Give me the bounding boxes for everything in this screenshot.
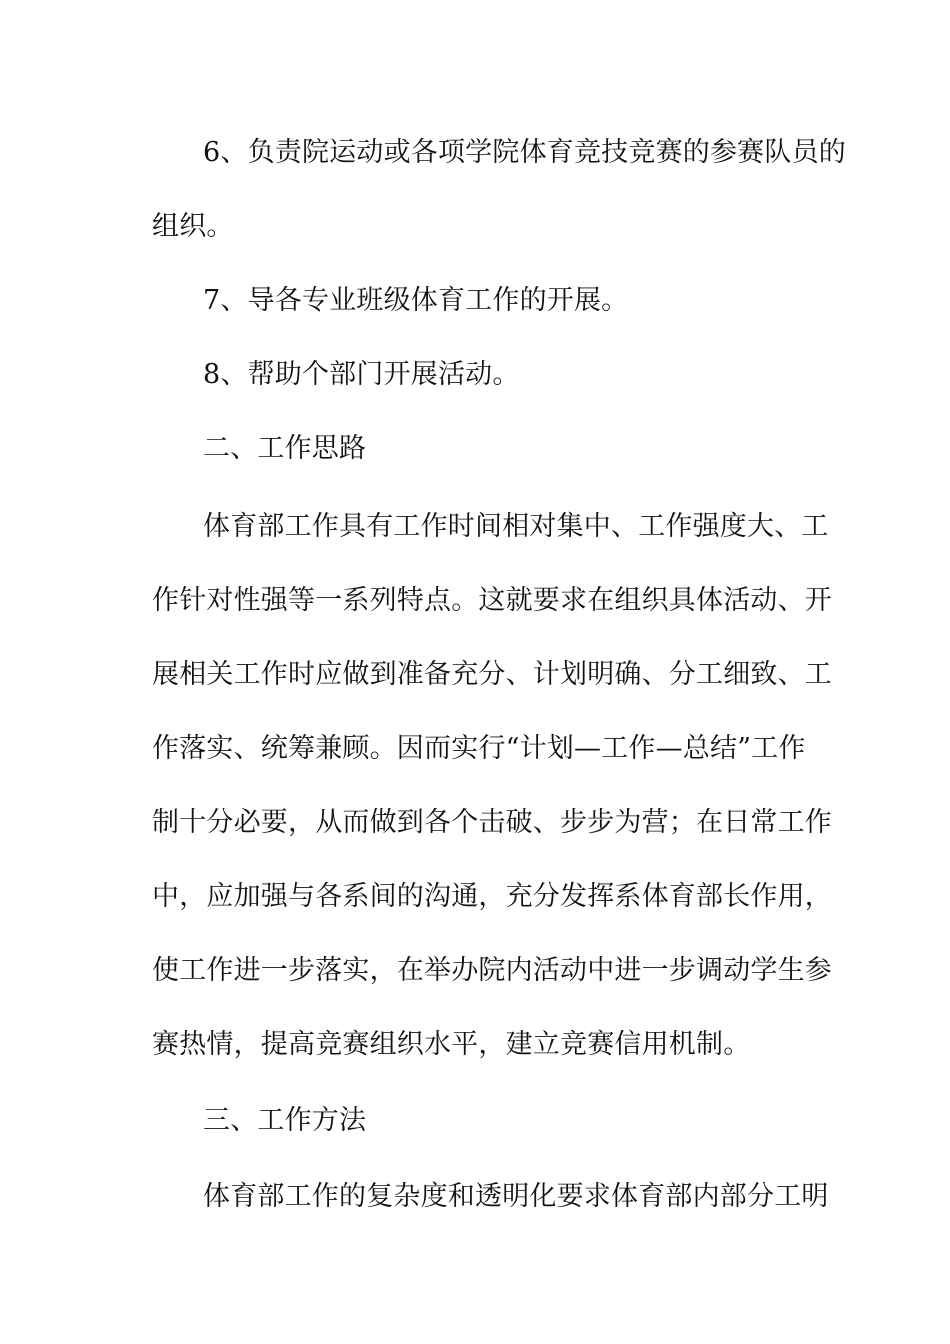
paragraph-line: 体育部工作具有工作时间相对集中、工作强度大、工 (203, 511, 829, 542)
paragraph-line: 作针对性强等一系列特点。这就要求在组织具体活动、开 (152, 585, 832, 616)
paragraph-line: 使工作进一步落实，在举办院内活动中进一步调动学生参 (152, 955, 832, 986)
paragraph-line: 中，应加强与各系间的沟通，充分发挥系体育部长作用， (152, 881, 832, 912)
section-heading-work-approach: 二、工作思路 (203, 433, 367, 464)
paragraph-line: 体育部工作的复杂度和透明化要求体育部内部分工明 (203, 1181, 829, 1212)
paragraph-line: 作落实、统筹兼顾。因而实行“计划—工作—总结”工作 (152, 733, 806, 764)
paragraph-line-item6: 6、负责院运动或各项学院体育竞技竞赛的参赛队员的 (203, 137, 846, 168)
paragraph-line: 赛热情，提高竞赛组织水平，建立竞赛信用机制。 (152, 1029, 751, 1060)
section-heading-work-method: 三、工作方法 (203, 1105, 367, 1136)
paragraph-line-item6-cont: 组织。 (152, 211, 234, 242)
paragraph-line: 展相关工作时应做到准备充分、计划明确、分工细致、工 (152, 659, 832, 690)
paragraph-line: 制十分必要，从而做到各个击破、步步为营；在日常工作 (152, 807, 832, 838)
paragraph-line-item7: 7、导各专业班级体育工作的开展。 (203, 285, 629, 316)
paragraph-line-item8: 8、帮助个部门开展活动。 (203, 359, 520, 390)
